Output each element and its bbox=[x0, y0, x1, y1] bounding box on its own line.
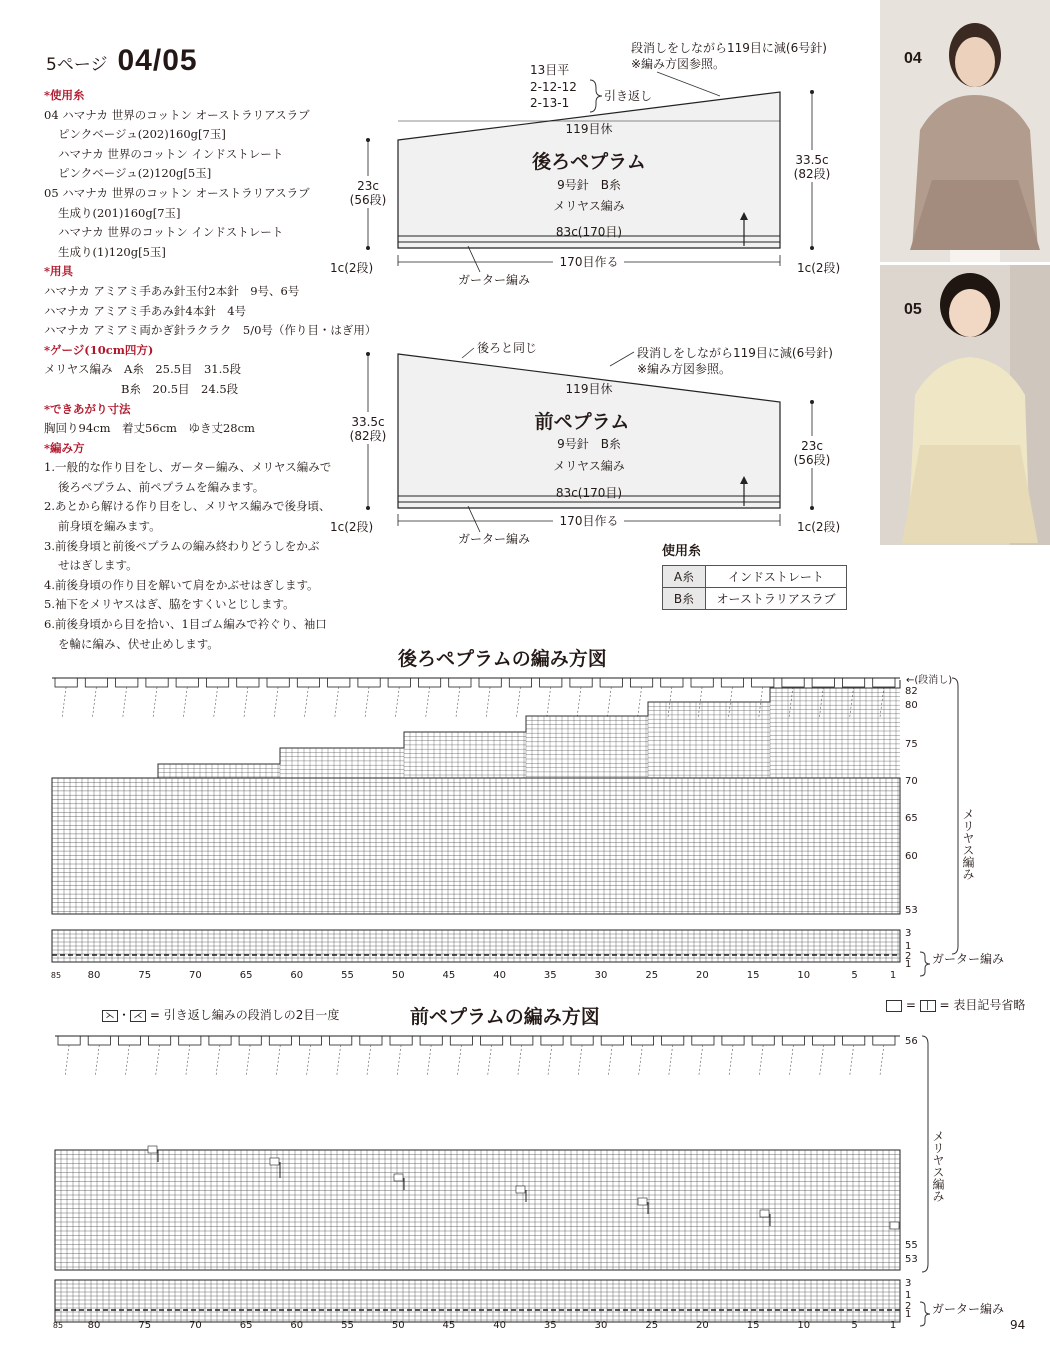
column-label: 60 bbox=[290, 1320, 304, 1330]
guide-line bbox=[426, 687, 430, 718]
front-peplum-name: 前ペプラム bbox=[534, 411, 630, 433]
decrease-box bbox=[843, 1036, 865, 1045]
row-label: 1 bbox=[905, 1290, 912, 1301]
column-label: 15 bbox=[746, 1320, 760, 1330]
front-peplum-diagram bbox=[330, 340, 840, 546]
back-peplum-diagram bbox=[330, 40, 840, 287]
front-left-height: 33.5c bbox=[351, 415, 385, 429]
photo-04 bbox=[880, 0, 1050, 262]
guide-line bbox=[337, 1045, 341, 1076]
wrap-marker bbox=[516, 1186, 525, 1193]
column-label: 1 bbox=[889, 1320, 897, 1330]
guide-line bbox=[820, 1045, 824, 1076]
back-chart bbox=[0, 668, 1050, 988]
back-stitch: メリヤス編み bbox=[553, 199, 625, 213]
column-label: 75 bbox=[138, 1320, 152, 1330]
back-side-label: メリヤス編み bbox=[961, 808, 975, 880]
front-chart-grid bbox=[55, 1036, 900, 1322]
guide-line bbox=[186, 1045, 190, 1076]
decrease-box bbox=[149, 1036, 171, 1045]
front-garter-label: ガーター編み bbox=[458, 532, 531, 546]
column-label: 20 bbox=[696, 970, 709, 981]
column-label: 65 bbox=[239, 970, 253, 981]
column-label: 10 bbox=[797, 1320, 811, 1330]
guide-line bbox=[607, 687, 611, 718]
row-label: 53 bbox=[905, 1254, 918, 1265]
guide-line bbox=[125, 1045, 129, 1076]
column-label: 70 bbox=[189, 970, 202, 981]
method-line: せはぎします。 bbox=[58, 558, 138, 573]
decrease-box bbox=[662, 1036, 684, 1045]
column-label: 40 bbox=[493, 970, 506, 981]
guide-line bbox=[395, 687, 399, 718]
yarn-line: ハマナカ 世界のコットン インドストレート bbox=[58, 225, 284, 240]
yarn-line: 生成り(1)120g[5玉] bbox=[58, 244, 166, 259]
decrease-box bbox=[721, 678, 743, 687]
decrease-box bbox=[55, 678, 77, 687]
column-label: 70 bbox=[189, 1320, 202, 1330]
front-right-rows: (56段) bbox=[793, 453, 831, 467]
back-top-note: ←(段消し) bbox=[906, 675, 953, 686]
column-label: 1 bbox=[889, 970, 897, 981]
guide-line bbox=[216, 1045, 220, 1076]
knit-symbol-icon: | bbox=[920, 1000, 936, 1012]
guide-line bbox=[95, 1045, 99, 1076]
column-label: 85 bbox=[52, 1321, 64, 1330]
back-needle: 9号針 B糸 bbox=[557, 178, 621, 192]
guide-line bbox=[427, 1045, 431, 1076]
yarn-value: オーストラリアスラブ bbox=[706, 588, 847, 610]
back-width: 83c(170目) bbox=[555, 225, 623, 239]
front-needle: 9号針 B糸 bbox=[557, 437, 621, 451]
front-side-label: メリヤス編み bbox=[931, 1130, 945, 1202]
grid-lines bbox=[55, 1150, 900, 1270]
decrease-box bbox=[601, 1036, 623, 1045]
decrease-box bbox=[661, 678, 683, 687]
guide-line bbox=[397, 1045, 401, 1076]
guide-line bbox=[365, 687, 369, 718]
wrap-marker bbox=[890, 1222, 899, 1229]
row-label: 60 bbox=[905, 851, 918, 862]
wrap-marker bbox=[760, 1210, 769, 1217]
short-row-3: 2-13-1 bbox=[530, 96, 570, 110]
column-label: 50 bbox=[391, 970, 405, 981]
page-prefix: 5ページ bbox=[46, 55, 108, 75]
page-number: 94 bbox=[1010, 1318, 1026, 1332]
decrease-box bbox=[299, 1036, 321, 1045]
decrease-box bbox=[388, 678, 410, 687]
column-label: 35 bbox=[543, 1320, 557, 1330]
decrease-box bbox=[358, 678, 380, 687]
decrease-box bbox=[600, 678, 622, 687]
decrease-box bbox=[541, 1036, 563, 1045]
row-label: 53 bbox=[905, 905, 918, 916]
row-label: 75 bbox=[905, 739, 918, 750]
decrease-box bbox=[842, 678, 864, 687]
column-label: 25 bbox=[645, 1320, 659, 1330]
method-line: 6.前後身頃から目を拾い、1目ゴム編みで衿ぐり、袖口 bbox=[44, 617, 327, 632]
back-right-rows: (82段) bbox=[793, 167, 831, 181]
pattern-number: 04/05 bbox=[117, 44, 198, 77]
decrease-box bbox=[691, 678, 713, 687]
grid-frame bbox=[55, 1280, 900, 1322]
decrease-box bbox=[752, 678, 774, 687]
guide-line bbox=[156, 1045, 160, 1076]
decrease-box bbox=[873, 678, 895, 687]
guide-line bbox=[335, 687, 339, 718]
front-width: 83c(170目) bbox=[555, 486, 623, 500]
row-label: 70 bbox=[905, 776, 918, 787]
wrap-marker bbox=[270, 1158, 279, 1165]
decrease-box bbox=[209, 1036, 231, 1045]
column-label: 30 bbox=[594, 970, 608, 981]
back-row-labels bbox=[905, 686, 918, 970]
guide-line bbox=[304, 687, 308, 718]
column-label: 5 bbox=[851, 1320, 858, 1330]
column-label: 80 bbox=[87, 1320, 101, 1330]
legend-right-text: = 表目記号省略 bbox=[939, 998, 1026, 1012]
decrease-box bbox=[873, 1036, 895, 1045]
yarn-line: 04 ハマナカ 世界のコットン オーストラリアスラブ bbox=[44, 107, 310, 122]
column-label: 50 bbox=[391, 1320, 405, 1330]
decrease-box bbox=[509, 678, 531, 687]
row-label: 56 bbox=[905, 1036, 918, 1047]
decrease-box bbox=[449, 678, 471, 687]
row-label: 55 bbox=[905, 1240, 918, 1251]
guide-line bbox=[456, 687, 460, 718]
decrease-box bbox=[752, 1036, 774, 1045]
decrease-box bbox=[237, 678, 259, 687]
decrease-box bbox=[176, 678, 198, 687]
decrease-box bbox=[420, 1036, 442, 1045]
decrease-box bbox=[722, 1036, 744, 1045]
back-garter-label: ガーター編み bbox=[458, 273, 531, 287]
front-reference-note: ※編み方図参照。 bbox=[637, 362, 732, 376]
guide-line bbox=[548, 1045, 552, 1076]
yarn-key: B糸 bbox=[663, 588, 706, 610]
front-stitch: メリヤス編み bbox=[553, 459, 625, 473]
column-label: 55 bbox=[341, 970, 354, 981]
column-label: 45 bbox=[442, 1320, 456, 1330]
legend-left: ⋋ ・ ⋌ = 引き返し編みの段消しの2目一度 bbox=[102, 1006, 339, 1023]
method-line: 2.あとから解ける作り目をし、メリヤス編みで後身頃、 bbox=[44, 499, 331, 514]
tools-heading: *用具 bbox=[44, 264, 74, 279]
table-row bbox=[663, 588, 847, 610]
short-row-1: 13目平 bbox=[530, 63, 570, 77]
decrease-box bbox=[782, 1036, 804, 1045]
short-row-label: 引き返し bbox=[604, 89, 653, 103]
method-line: 4.前後身頃の作り目を解いて肩をかぶせはぎします。 bbox=[44, 577, 319, 592]
grid-lines bbox=[52, 778, 900, 914]
front-decrease-note: 段消しをしながら119目に減(6号針) bbox=[637, 346, 833, 360]
guide-line bbox=[307, 1045, 311, 1076]
decrease-box bbox=[630, 678, 652, 687]
guide-line bbox=[577, 687, 581, 718]
back-peplum-name: 後ろペプラム bbox=[532, 151, 646, 173]
front-chart-title: 前ペプラムの編み方図 bbox=[410, 1006, 600, 1028]
guide-line bbox=[246, 1045, 250, 1076]
guide-line bbox=[850, 687, 854, 718]
row-label: 80 bbox=[905, 700, 918, 711]
decrease-box bbox=[481, 1036, 503, 1045]
decrease-box bbox=[692, 1036, 714, 1045]
front-garter-side-label: ガーター編み bbox=[932, 1302, 1005, 1316]
guide-line bbox=[638, 687, 642, 718]
decrease-box bbox=[813, 1036, 835, 1045]
back-reference-note: ※編み方図参照。 bbox=[631, 57, 726, 71]
row-label: 3 bbox=[905, 928, 912, 939]
column-label: 30 bbox=[594, 1320, 608, 1330]
guide-line bbox=[699, 1045, 703, 1076]
decrease-box bbox=[540, 678, 562, 687]
row-label: 2 bbox=[905, 1301, 912, 1312]
guide-line bbox=[276, 1045, 280, 1076]
column-label: 45 bbox=[442, 970, 456, 981]
decrease-box bbox=[418, 678, 440, 687]
schematic-diagrams bbox=[0, 0, 880, 560]
decrease-box bbox=[328, 678, 350, 687]
yarn-key: A糸 bbox=[663, 566, 706, 588]
guide-line bbox=[669, 1045, 673, 1076]
decrease-box bbox=[390, 1036, 412, 1045]
gauge-line: メリヤス編み A糸 25.5目 31.5段 bbox=[44, 362, 242, 377]
guide-line bbox=[183, 687, 187, 718]
legend-left-text: = 引き返し編みの段消しの2目一度 bbox=[149, 1008, 340, 1022]
tools-line: ハマナカ アミアミ手あみ針4本針 4号 bbox=[44, 303, 247, 318]
column-label: 75 bbox=[138, 970, 152, 981]
row-label: 1 bbox=[905, 959, 912, 970]
legend-right: = | = 表目記号省略 bbox=[886, 996, 1025, 1013]
yarn-value: インドストレート bbox=[706, 566, 847, 588]
guide-line bbox=[759, 1045, 763, 1076]
yarn-table bbox=[662, 565, 847, 610]
guide-line bbox=[457, 1045, 461, 1076]
front-same-note: 後ろと同じ bbox=[477, 341, 538, 355]
front-row-labels bbox=[905, 1036, 918, 1320]
back-edge-right: 1c(2段) bbox=[797, 261, 841, 275]
guide-line bbox=[65, 1045, 69, 1076]
decrease-box bbox=[118, 1036, 140, 1045]
decrease-box bbox=[812, 678, 834, 687]
method-line: 1.一般的な作り目をし、ガーター編み、メリヤス編みで bbox=[44, 460, 332, 475]
back-column-labels bbox=[51, 970, 896, 981]
front-bound-off: 119目休 bbox=[565, 382, 613, 396]
column-label: 80 bbox=[87, 970, 101, 981]
decrease-box bbox=[511, 1036, 533, 1045]
method-line: 後ろペプラム、前ペプラムを編みます。 bbox=[58, 479, 265, 494]
yarn-line: 05 ハマナカ 世界のコットン オーストラリアスラブ bbox=[44, 185, 310, 200]
guide-line bbox=[486, 687, 490, 718]
method-line: 3.前後身頃と前後ペプラムの編み終わりどうしをかぶ bbox=[44, 538, 320, 553]
guide-line bbox=[850, 1045, 854, 1076]
guide-line bbox=[789, 1045, 793, 1076]
guide-line bbox=[880, 1045, 884, 1076]
model-photo-04-image bbox=[880, 0, 1050, 262]
guide-line bbox=[639, 1045, 643, 1076]
column-label: 60 bbox=[290, 970, 304, 981]
column-label: 25 bbox=[645, 970, 659, 981]
size-line: 胸回り94cm 着丈56cm ゆき丈28cm bbox=[44, 421, 255, 436]
blank-cell-icon bbox=[886, 1000, 902, 1012]
yarn-line: ピンクベージュ(202)160g[7玉] bbox=[58, 127, 226, 142]
guide-line bbox=[819, 687, 823, 718]
decrease-box bbox=[360, 1036, 382, 1045]
guide-line bbox=[153, 687, 157, 718]
guide-line bbox=[518, 1045, 522, 1076]
row-label: 1 bbox=[905, 1309, 912, 1320]
back-edge-left: 1c(2段) bbox=[330, 261, 374, 275]
method-line: 5.袖下をメリヤスはぎ、脇をすくいとじします。 bbox=[44, 597, 295, 612]
column-label: 65 bbox=[239, 1320, 253, 1330]
grid-lines bbox=[55, 1280, 900, 1322]
decrease-box bbox=[116, 678, 138, 687]
guide-line bbox=[214, 687, 218, 718]
decrease-box bbox=[570, 678, 592, 687]
guide-line bbox=[62, 687, 66, 718]
back-right-height: 33.5c bbox=[795, 153, 829, 167]
guide-line bbox=[880, 687, 884, 718]
method-line: を輪に編み、伏せ止めします。 bbox=[58, 636, 219, 651]
grid-lines bbox=[52, 930, 900, 962]
tools-line: ハマナカ アミアミ両かぎ針ラクラク 5/0号（作り目・はぎ用） bbox=[44, 323, 377, 338]
column-label: 15 bbox=[746, 970, 760, 981]
yarn-line: ピンクベージュ(2)120g[5玉] bbox=[58, 166, 212, 181]
grid-frame bbox=[52, 778, 900, 914]
yarn-line: ハマナカ 世界のコットン インドストレート bbox=[58, 146, 284, 161]
front-edge-right: 1c(2段) bbox=[797, 520, 841, 534]
decrease-box bbox=[58, 1036, 80, 1045]
yarn-line: 生成り(201)160g[7玉] bbox=[58, 205, 181, 220]
row-label: 1 bbox=[905, 941, 912, 952]
wrap-marker bbox=[638, 1198, 647, 1205]
tools-line: ハマナカ アミアミ手あみ針玉付2本針 9号、6号 bbox=[44, 283, 300, 298]
decrease-box bbox=[782, 678, 804, 687]
back-cast-on: 170目作る bbox=[559, 255, 619, 269]
guide-line bbox=[608, 1045, 612, 1076]
wrap-marker bbox=[148, 1146, 157, 1153]
back-decrease-note: 段消しをしながら119目に減(6号針) bbox=[631, 41, 827, 55]
guide-line bbox=[92, 687, 96, 718]
decrease-box bbox=[179, 1036, 201, 1045]
decrease-box bbox=[88, 1036, 110, 1045]
short-row-2: 2-12-12 bbox=[530, 80, 577, 94]
front-chart bbox=[0, 1030, 1050, 1330]
decrease-box bbox=[269, 1036, 291, 1045]
column-label: 55 bbox=[341, 1320, 354, 1330]
gauge-heading: *ゲージ(10cm四方) bbox=[44, 342, 154, 357]
guide-line bbox=[789, 687, 793, 718]
decrease-box bbox=[297, 678, 319, 687]
yarn-table-block bbox=[662, 540, 847, 610]
front-cast-on: 170目作る bbox=[559, 514, 619, 528]
gauge-line: B糸 20.5目 24.5段 bbox=[121, 381, 239, 396]
method-heading: *編み方 bbox=[44, 440, 85, 455]
guide-line bbox=[547, 687, 551, 718]
photo-05 bbox=[880, 265, 1050, 545]
decrease-box bbox=[479, 678, 501, 687]
guide-line bbox=[516, 687, 520, 718]
column-label: 5 bbox=[851, 970, 858, 981]
decrease-symbol-icon: ⋌ bbox=[130, 1010, 146, 1022]
row-label: 82 bbox=[905, 686, 918, 697]
guide-line bbox=[123, 687, 127, 718]
back-bound-off: 119目休 bbox=[565, 122, 613, 136]
photo-04-label: 04 bbox=[904, 50, 922, 67]
guide-line bbox=[488, 1045, 492, 1076]
decrease-box bbox=[206, 678, 228, 687]
photo-05-label: 05 bbox=[904, 301, 922, 318]
back-chart-title: 後ろペプラムの編み方図 bbox=[398, 648, 607, 670]
decrease-box bbox=[85, 678, 107, 687]
decrease-symbol-icon: ⋋ bbox=[102, 1010, 118, 1022]
decrease-box bbox=[330, 1036, 352, 1045]
decrease-box bbox=[267, 678, 289, 687]
yarn-heading: *使用糸 bbox=[44, 88, 85, 102]
column-label: 20 bbox=[696, 1320, 709, 1330]
front-right-height: 23c bbox=[801, 439, 823, 453]
column-label: 35 bbox=[543, 970, 557, 981]
table-row bbox=[663, 566, 847, 588]
back-left-rows: (56段) bbox=[349, 193, 387, 207]
decrease-box bbox=[146, 678, 168, 687]
wrap-marker bbox=[394, 1174, 403, 1181]
method-line: 前身頃を編みます。 bbox=[58, 519, 161, 534]
back-left-height: 23c bbox=[357, 179, 379, 193]
row-label: 2 bbox=[905, 951, 912, 962]
column-label: 10 bbox=[797, 970, 811, 981]
size-heading: *できあがり寸法 bbox=[44, 401, 131, 416]
front-edge-left: 1c(2段) bbox=[330, 520, 374, 534]
decrease-box bbox=[450, 1036, 472, 1045]
decrease-box bbox=[571, 1036, 593, 1045]
guide-line bbox=[367, 1045, 371, 1076]
back-chart-grid bbox=[52, 678, 900, 962]
back-garter-side-label: ガーター編み bbox=[932, 952, 1005, 966]
front-left-rows: (82段) bbox=[349, 429, 387, 443]
yarn-table-title: 使用糸 bbox=[662, 544, 702, 559]
guide-line bbox=[729, 1045, 733, 1076]
row-label: 65 bbox=[905, 813, 918, 824]
guide-line bbox=[578, 1045, 582, 1076]
column-label: 40 bbox=[493, 1320, 506, 1330]
column-label: 85 bbox=[50, 971, 62, 980]
decrease-box bbox=[239, 1036, 261, 1045]
guide-line bbox=[244, 687, 248, 718]
decrease-box bbox=[631, 1036, 653, 1045]
row-label: 3 bbox=[905, 1278, 912, 1289]
guide-line bbox=[274, 687, 278, 718]
